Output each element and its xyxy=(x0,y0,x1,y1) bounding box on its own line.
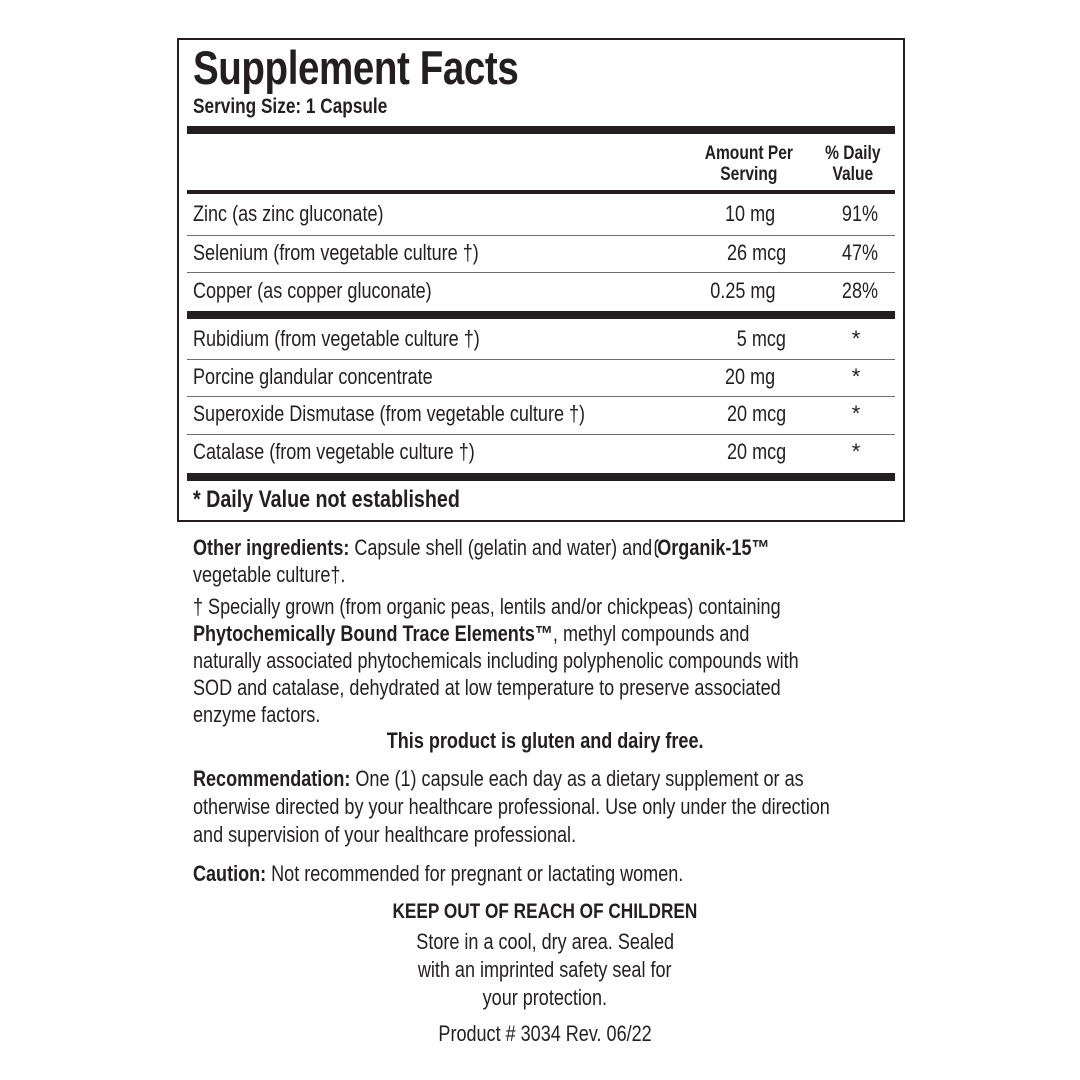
warning-text: KEEP OUT OF REACH OF CHILDREN xyxy=(392,900,698,923)
storage-line3 xyxy=(0,984,1080,1012)
other-ingredients-text: Capsule shell (gelatin and water) and xyxy=(349,535,658,560)
row-divider xyxy=(187,235,895,236)
dagger-note-line2 xyxy=(193,620,749,647)
nutrient-dv-text: 47% xyxy=(841,240,878,265)
header-amount-per-serving xyxy=(689,143,809,185)
panel-title-text: Supplement Facts xyxy=(193,41,519,94)
nutrient-daily-value xyxy=(800,201,878,227)
storage-line3-text: your protection. xyxy=(482,985,608,1010)
caution xyxy=(193,860,953,887)
nutrient-amount xyxy=(640,401,786,427)
dagger-note-line5: enzyme factors. xyxy=(193,702,321,727)
nutrient-name xyxy=(193,364,485,390)
thick-divider-bottom xyxy=(187,473,895,481)
nutrient-name-text: Rubidium (from vegetable culture †) xyxy=(193,326,480,351)
storage-line1-text: Store in a cool, dry area. Sealed xyxy=(416,929,674,954)
product-number xyxy=(0,1020,1080,1048)
recommendation-line2: otherwise directed by your healthcare professional. Use only under the direction xyxy=(193,794,830,819)
keep-out-of-reach-warning xyxy=(0,898,1080,926)
nutrient-name-text: Selenium (from vegetable culture †) xyxy=(193,240,479,265)
nutrient-daily-value xyxy=(846,439,866,465)
panel-title xyxy=(193,40,590,96)
dagger-note-line3: naturally associated phytochemicals including polyphenolic compounds with xyxy=(193,648,799,673)
row-divider xyxy=(187,396,895,397)
other-ingredients-line2: vegetable culture†. xyxy=(193,562,346,587)
serving-size xyxy=(193,95,430,119)
nutrient-name xyxy=(193,240,542,266)
daily-value-footnote xyxy=(193,486,518,514)
caution-line xyxy=(193,860,683,887)
gluten-dairy-free-statement xyxy=(0,727,1080,755)
nutrient-amount-text: 0.25 mg xyxy=(709,278,775,303)
header-amount-line2: Serving xyxy=(720,164,778,185)
caution-label: Caution: xyxy=(193,861,267,886)
nutrient-dv-text: * xyxy=(851,439,861,464)
header-dv-line1: % Daily xyxy=(825,143,881,164)
product-number-text: Product # 3034 Rev. 06/22 xyxy=(438,1021,652,1046)
caution-text: Not recommended for pregnant or lactating women. xyxy=(266,861,684,886)
recommendation xyxy=(193,765,993,849)
recommendation-line3: and supervision of your healthcare professional. xyxy=(193,822,577,847)
header-divider xyxy=(187,190,895,194)
nutrient-amount xyxy=(640,364,775,390)
nutrient-amount xyxy=(640,326,786,352)
nutrient-name xyxy=(193,201,425,227)
nutrient-name-text: Superoxide Dismutase (from vegetable culture †) xyxy=(193,401,586,426)
nutrient-dv-text: * xyxy=(851,326,861,351)
nutrient-name-text: Porcine glandular concentrate xyxy=(193,364,433,389)
nutrient-amount-text: 20 mcg xyxy=(726,401,786,426)
storage-line2 xyxy=(0,956,1080,984)
nutrient-amount-text: 26 mcg xyxy=(726,240,786,265)
dagger-note-line4: SOD and catalase, dehydrated at low temperature to preserve associated xyxy=(193,675,781,700)
row-divider xyxy=(187,434,895,435)
gluten-dairy-free-text: This product is gluten and dairy free. xyxy=(386,728,704,753)
nutrient-daily-value xyxy=(846,364,866,390)
nutrient-name-text: Catalase (from vegetable culture †) xyxy=(193,439,475,464)
nutrient-amount-text: 20 mcg xyxy=(726,439,786,464)
nutrient-name xyxy=(193,278,484,304)
nutrient-dv-text: * xyxy=(851,401,861,426)
header-amount-line1: Amount Per xyxy=(704,143,794,164)
serving-size-text: Serving Size: 1 Capsule xyxy=(193,95,388,118)
nutrient-daily-value xyxy=(800,240,878,266)
organik-brand xyxy=(657,535,769,560)
nutrient-dv-text: 91% xyxy=(841,201,878,226)
nutrient-name xyxy=(193,439,537,465)
storage-line1 xyxy=(0,928,1080,956)
nutrient-dv-text: 28% xyxy=(841,278,878,303)
recommendation-line1 xyxy=(193,765,804,792)
nutrient-daily-value xyxy=(800,278,878,304)
other-ingredients-label: Other ingredients: xyxy=(193,535,350,560)
other-ingredients-line1 xyxy=(193,534,770,561)
row-divider xyxy=(187,272,895,273)
recommendation-text: One (1) capsule each day as a dietary supplement or as xyxy=(350,766,804,791)
nutrient-amount xyxy=(640,240,786,266)
recommendation-label: Recommendation: xyxy=(193,766,351,791)
dagger-note-line1: † Specially grown (from organic peas, lentils and/or chickpeas) containing xyxy=(193,594,781,619)
dagger-note xyxy=(193,593,953,728)
thick-divider-middle xyxy=(187,311,895,319)
nutrient-name xyxy=(193,326,543,352)
thick-divider-top xyxy=(187,126,895,134)
header-dv-line2: Value xyxy=(832,164,874,185)
organik-logo-icon: O xyxy=(657,535,672,560)
nutrient-amount-text: 20 mg xyxy=(724,364,775,389)
nutrient-daily-value xyxy=(846,401,866,427)
nutrient-name xyxy=(193,401,671,427)
header-daily-value xyxy=(805,143,901,185)
trace-elements-trademark: Phytochemically Bound Trace Elements™ xyxy=(193,621,553,646)
storage-line2-text: with an imprinted safety seal for xyxy=(418,957,672,982)
organik-brand-text: rganik-15™ xyxy=(671,535,770,560)
nutrient-dv-text: * xyxy=(851,364,861,389)
other-ingredients xyxy=(193,534,953,588)
nutrient-amount xyxy=(640,439,786,465)
nutrient-daily-value xyxy=(846,326,866,352)
nutrient-name-text: Copper (as copper gluconate) xyxy=(193,278,432,303)
nutrient-amount-text: 5 mcg xyxy=(736,326,786,351)
dagger-note-line2-rest: , methyl compounds and xyxy=(552,621,750,646)
row-divider xyxy=(187,359,895,360)
nutrient-amount xyxy=(640,201,775,227)
nutrient-amount xyxy=(640,278,775,304)
footnote-text: * Daily Value not established xyxy=(193,486,460,513)
nutrient-amount-text: 10 mg xyxy=(724,201,775,226)
nutrient-name-text: Zinc (as zinc gluconate) xyxy=(193,201,384,226)
